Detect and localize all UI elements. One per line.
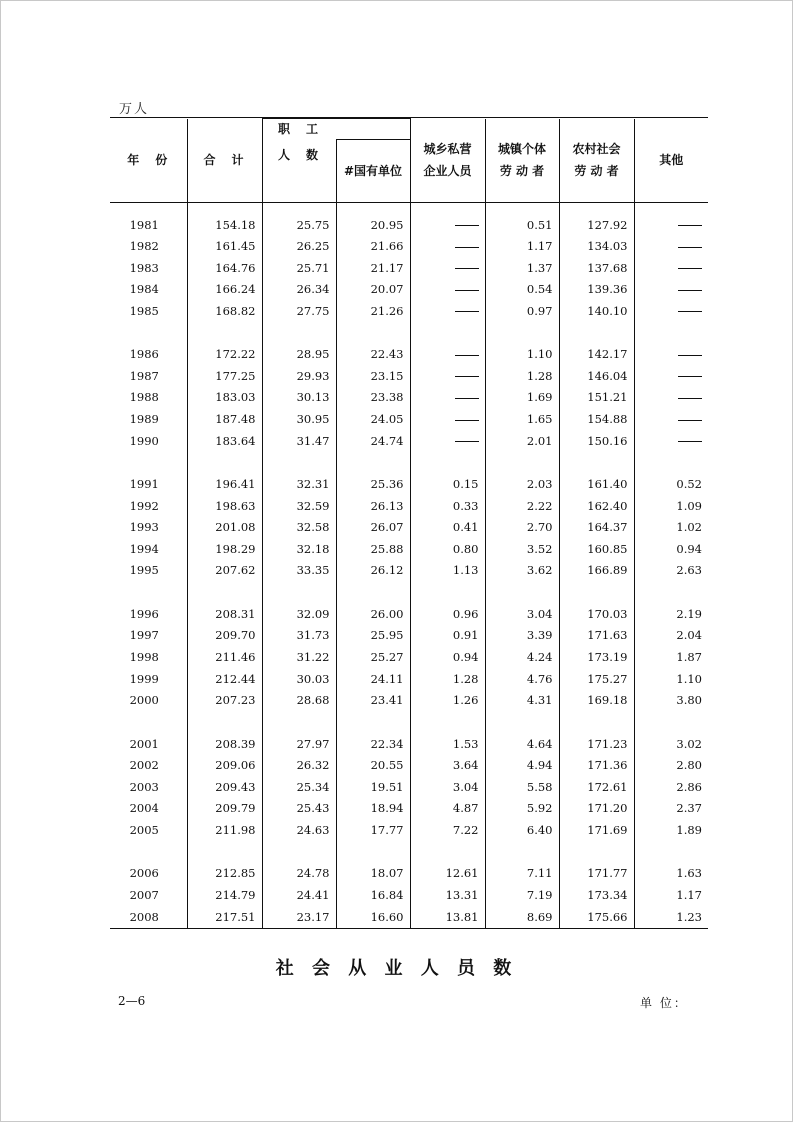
cell-urban-individual: 7.19 [485,885,559,907]
cell-workers: 33.35 [262,560,336,582]
cell-other: 1.02 [634,517,708,539]
cell-state-owned: 17.77 [336,820,410,842]
cell-rural: 171.69 [559,820,634,842]
table-body [110,202,708,929]
cell-urban-individual: 4.64 [485,734,559,756]
cell-total: 208.31 [187,604,262,626]
cell-state-owned: 24.05 [336,409,410,431]
cell-other: 1.87 [634,647,708,669]
cell-rural: 172.61 [559,777,634,799]
dash-mark [455,247,479,248]
cell-total: 211.98 [187,820,262,842]
cell-total: 168.82 [187,301,262,323]
cell-workers: 31.22 [262,647,336,669]
cell-state-owned: 25.27 [336,647,410,669]
table-row [110,625,708,647]
cell-private: 0.15 [410,474,485,496]
cell-state-owned: 25.95 [336,625,410,647]
cell-state-owned: 20.07 [336,279,410,301]
cell-state-owned: 21.17 [336,258,410,280]
cell-workers: 30.13 [262,387,336,409]
cell-private [410,344,485,366]
cell-rural: 160.85 [559,539,634,561]
dash-mark [455,355,479,356]
spacer-row [110,452,708,474]
cell-year: 2006 [129,866,159,881]
cell-urban-individual: 1.28 [485,366,559,388]
cell-other [634,431,708,453]
cell-state-owned: 25.36 [336,474,410,496]
table-row [110,863,708,885]
cell-other: 0.94 [634,539,708,561]
cell-state-owned: 26.07 [336,517,410,539]
cell-private [410,409,485,431]
cell-rural: 171.20 [559,798,634,820]
table-row [110,474,708,496]
dash-mark [455,376,479,377]
cell-urban-individual: 4.24 [485,647,559,669]
cell-year: 1990 [129,433,159,448]
cell-year: 2002 [129,758,159,773]
cell-total: 207.62 [187,560,262,582]
table-row [110,669,708,691]
dash-mark [455,398,479,399]
page-title: 社 会 从 业 人 员 数 [275,958,518,979]
table-row [110,560,708,582]
cell-rural: 170.03 [559,604,634,626]
dash-mark [678,355,702,356]
cell-other [634,409,708,431]
dash-mark [455,268,479,269]
cell-total: 212.85 [187,863,262,885]
cell-workers: 27.75 [262,301,336,323]
table-row [110,409,708,431]
cell-rural: 169.18 [559,690,634,712]
table-row [110,366,708,388]
cell-year: 1982 [129,239,159,254]
cell-urban-individual: 2.70 [485,517,559,539]
cell-state-owned: 20.95 [336,215,410,237]
table-row [110,236,708,258]
header-state-owned: #国有单位 [336,140,410,203]
cell-state-owned: 23.41 [336,690,410,712]
cell-workers: 24.41 [262,885,336,907]
dash-mark [455,311,479,312]
cell-year: 1996 [129,606,159,621]
cell-other: 3.80 [634,690,708,712]
cell-year: 1997 [129,628,159,643]
cell-year: 1984 [129,282,159,297]
cell-workers: 26.34 [262,279,336,301]
cell-year: 2007 [129,887,159,902]
cell-state-owned: 16.60 [336,907,410,929]
cell-private: 4.87 [410,798,485,820]
table-row [110,517,708,539]
cell-private: 3.64 [410,755,485,777]
cell-state-owned: 24.11 [336,669,410,691]
table-row [110,215,708,237]
cell-urban-individual: 4.76 [485,669,559,691]
table-row [110,647,708,669]
cell-urban-individual: 2.03 [485,474,559,496]
table-row [110,258,708,280]
cell-other: 1.89 [634,820,708,842]
cell-rural: 173.19 [559,647,634,669]
cell-total: 161.45 [187,236,262,258]
dash-mark [678,376,702,377]
cell-year: 1994 [129,541,159,556]
cell-rural: 175.27 [559,669,634,691]
table-row [110,885,708,907]
cell-private: 1.28 [410,669,485,691]
cell-other: 1.10 [634,669,708,691]
header-total: 合 计 [187,119,262,203]
cell-state-owned: 21.66 [336,236,410,258]
cell-total: 211.46 [187,647,262,669]
cell-urban-individual: 2.22 [485,496,559,518]
cell-other: 1.63 [634,863,708,885]
cell-other [634,344,708,366]
unit-label-bottom: 单 位： [640,996,688,1010]
cell-other: 2.37 [634,798,708,820]
cell-workers: 30.95 [262,409,336,431]
dash-mark [678,290,702,291]
cell-other: 2.86 [634,777,708,799]
cell-state-owned: 21.26 [336,301,410,323]
table-row [110,496,708,518]
cell-total: 177.25 [187,366,262,388]
cell-rural: 127.92 [559,215,634,237]
cell-total: 172.22 [187,344,262,366]
cell-state-owned: 24.74 [336,431,410,453]
table-row [110,279,708,301]
cell-private: 0.80 [410,539,485,561]
cell-total: 166.24 [187,279,262,301]
cell-urban-individual: 3.52 [485,539,559,561]
table-row [110,798,708,820]
cell-rural: 154.88 [559,409,634,431]
cell-other: 3.02 [634,734,708,756]
dash-mark [455,441,479,442]
cell-total: 209.79 [187,798,262,820]
cell-rural: 140.10 [559,301,634,323]
cell-rural: 161.40 [559,474,634,496]
table-row [110,604,708,626]
cell-workers: 24.78 [262,863,336,885]
cell-total: 154.18 [187,215,262,237]
cell-other: 2.19 [634,604,708,626]
cell-year: 1991 [129,477,159,492]
cell-rural: 171.36 [559,755,634,777]
cell-workers: 27.97 [262,734,336,756]
cell-year: 2005 [129,822,159,837]
cell-state-owned: 18.94 [336,798,410,820]
cell-other: 1.17 [634,885,708,907]
cell-year: 1986 [129,347,159,362]
cell-workers: 29.93 [262,366,336,388]
cell-rural: 146.04 [559,366,634,388]
cell-urban-individual: 0.54 [485,279,559,301]
cell-urban-individual: 4.31 [485,690,559,712]
dash-mark [455,225,479,226]
cell-urban-individual: 3.04 [485,604,559,626]
cell-private: 13.31 [410,885,485,907]
table-row [110,690,708,712]
cell-state-owned: 19.51 [336,777,410,799]
cell-workers: 25.75 [262,215,336,237]
cell-rural: 142.17 [559,344,634,366]
cell-year: 1988 [129,390,159,405]
cell-workers: 28.68 [262,690,336,712]
cell-other: 2.04 [634,625,708,647]
table-row [110,734,708,756]
cell-workers: 23.17 [262,907,336,929]
cell-total: 198.29 [187,539,262,561]
dash-mark [678,247,702,248]
table-header [110,119,708,203]
cell-other [634,387,708,409]
table-row [110,820,708,842]
cell-year: 1993 [129,520,159,535]
cell-rural: 164.37 [559,517,634,539]
cell-urban-individual: 8.69 [485,907,559,929]
cell-private: 1.13 [410,560,485,582]
cell-year: 1985 [129,303,159,318]
cell-state-owned: 26.13 [336,496,410,518]
table-row [110,344,708,366]
cell-workers: 25.71 [262,258,336,280]
cell-rural: 171.23 [559,734,634,756]
dash-mark [455,420,479,421]
spacer-row [110,582,708,604]
cell-total: 209.06 [187,755,262,777]
cell-state-owned: 22.43 [336,344,410,366]
header-workers: 职 工 人 数 [262,140,336,203]
header-urban-individual: 城镇个体 劳 动 者 [485,119,559,203]
spacer-row [110,712,708,734]
cell-urban-individual: 1.37 [485,258,559,280]
cell-other: 1.09 [634,496,708,518]
cell-total: 209.43 [187,777,262,799]
cell-urban-individual: 0.51 [485,215,559,237]
dash-mark [678,311,702,312]
cell-state-owned: 16.84 [336,885,410,907]
cell-total: 201.08 [187,517,262,539]
cell-year: 2003 [129,779,159,794]
cell-other [634,236,708,258]
cell-other: 2.80 [634,755,708,777]
cell-rural: 175.66 [559,907,634,929]
cell-private: 3.04 [410,777,485,799]
cell-urban-individual: 0.97 [485,301,559,323]
table-row [110,907,708,929]
cell-urban-individual: 5.58 [485,777,559,799]
spacer-row [110,202,708,215]
cell-rural: 151.21 [559,387,634,409]
spacer-row [110,842,708,864]
cell-rural: 171.77 [559,863,634,885]
cell-year: 1981 [129,217,159,232]
cell-state-owned: 26.00 [336,604,410,626]
cell-state-owned: 22.34 [336,734,410,756]
cell-year: 1999 [129,671,159,686]
cell-private [410,279,485,301]
cell-urban-individual: 5.92 [485,798,559,820]
cell-private: 7.22 [410,820,485,842]
cell-rural: 139.36 [559,279,634,301]
cell-state-owned: 18.07 [336,863,410,885]
cell-private [410,215,485,237]
cell-total: 209.70 [187,625,262,647]
cell-rural: 171.63 [559,625,634,647]
header-other: 其他 [634,119,708,203]
header-year: 年 份 [127,153,170,167]
dash-mark [678,420,702,421]
cell-total: 214.79 [187,885,262,907]
cell-total: 183.64 [187,431,262,453]
cell-urban-individual: 4.94 [485,755,559,777]
cell-rural: 162.40 [559,496,634,518]
cell-other: 2.63 [634,560,708,582]
cell-year: 1998 [129,649,159,664]
cell-year: 1992 [129,498,159,513]
cell-urban-individual: 1.17 [485,236,559,258]
cell-workers: 25.43 [262,798,336,820]
header-rural: 农村社会 劳 动 者 [559,119,634,203]
cell-workers: 31.73 [262,625,336,647]
cell-total: 183.03 [187,387,262,409]
cell-total: 217.51 [187,907,262,929]
cell-workers: 26.32 [262,755,336,777]
cell-state-owned: 23.38 [336,387,410,409]
cell-private [410,236,485,258]
cell-other [634,215,708,237]
cell-total: 208.39 [187,734,262,756]
cell-other: 0.52 [634,474,708,496]
cell-urban-individual: 3.62 [485,560,559,582]
cell-private [410,431,485,453]
cell-total: 207.23 [187,690,262,712]
cell-year: 1989 [129,412,159,427]
cell-total: 164.76 [187,258,262,280]
cell-other [634,258,708,280]
cell-workers: 32.58 [262,517,336,539]
cell-total: 198.63 [187,496,262,518]
cell-urban-individual: 1.10 [485,344,559,366]
cell-private: 1.53 [410,734,485,756]
table-row [110,387,708,409]
cell-rural: 166.89 [559,560,634,582]
cell-urban-individual: 7.11 [485,863,559,885]
cell-workers: 24.63 [262,820,336,842]
cell-workers: 31.47 [262,431,336,453]
cell-other [634,279,708,301]
cell-other [634,366,708,388]
cell-private: 12.61 [410,863,485,885]
cell-private: 0.96 [410,604,485,626]
page-number: 2—6 [118,994,146,1008]
dash-mark [678,225,702,226]
cell-urban-individual: 3.39 [485,625,559,647]
spacer-row [110,322,708,344]
table-row [110,755,708,777]
cell-year: 2000 [129,693,159,708]
cell-private: 0.91 [410,625,485,647]
cell-state-owned: 26.12 [336,560,410,582]
cell-total: 196.41 [187,474,262,496]
cell-workers: 32.09 [262,604,336,626]
table-row [110,777,708,799]
cell-urban-individual: 1.69 [485,387,559,409]
dash-mark [678,268,702,269]
cell-private [410,301,485,323]
cell-private: 1.26 [410,690,485,712]
cell-rural: 134.03 [559,236,634,258]
cell-other: 1.23 [634,907,708,929]
cell-total: 187.48 [187,409,262,431]
cell-workers: 32.18 [262,539,336,561]
cell-workers: 32.59 [262,496,336,518]
cell-private: 13.81 [410,907,485,929]
cell-year: 2004 [129,801,159,816]
cell-workers: 28.95 [262,344,336,366]
dash-mark [678,398,702,399]
cell-year: 2008 [110,907,187,929]
cell-private [410,387,485,409]
cell-year: 2001 [129,736,159,751]
cell-urban-individual: 6.40 [485,820,559,842]
cell-state-owned: 23.15 [336,366,410,388]
employment-table [110,118,708,929]
cell-state-owned: 20.55 [336,755,410,777]
cell-workers: 30.03 [262,669,336,691]
cell-urban-individual: 2.01 [485,431,559,453]
cell-rural: 137.68 [559,258,634,280]
cell-state-owned: 25.88 [336,539,410,561]
dash-mark [678,441,702,442]
table-row [110,539,708,561]
cell-total: 212.44 [187,669,262,691]
cell-urban-individual: 1.65 [485,409,559,431]
cell-year: 1995 [129,563,159,578]
cell-private: 0.33 [410,496,485,518]
cell-workers: 25.34 [262,777,336,799]
cell-rural: 173.34 [559,885,634,907]
cell-year: 1987 [129,368,159,383]
cell-private [410,258,485,280]
cell-workers: 26.25 [262,236,336,258]
cell-rural: 150.16 [559,431,634,453]
header-private: 城乡私营 企业人员 [410,119,485,203]
cell-year: 1983 [129,260,159,275]
cell-private: 0.94 [410,647,485,669]
dash-mark [455,290,479,291]
cell-other [634,301,708,323]
cell-private: 0.41 [410,517,485,539]
cell-workers: 32.31 [262,474,336,496]
unit-label-top: 万人 [119,102,150,117]
table-row [110,301,708,323]
cell-private [410,366,485,388]
table-row [110,431,708,453]
